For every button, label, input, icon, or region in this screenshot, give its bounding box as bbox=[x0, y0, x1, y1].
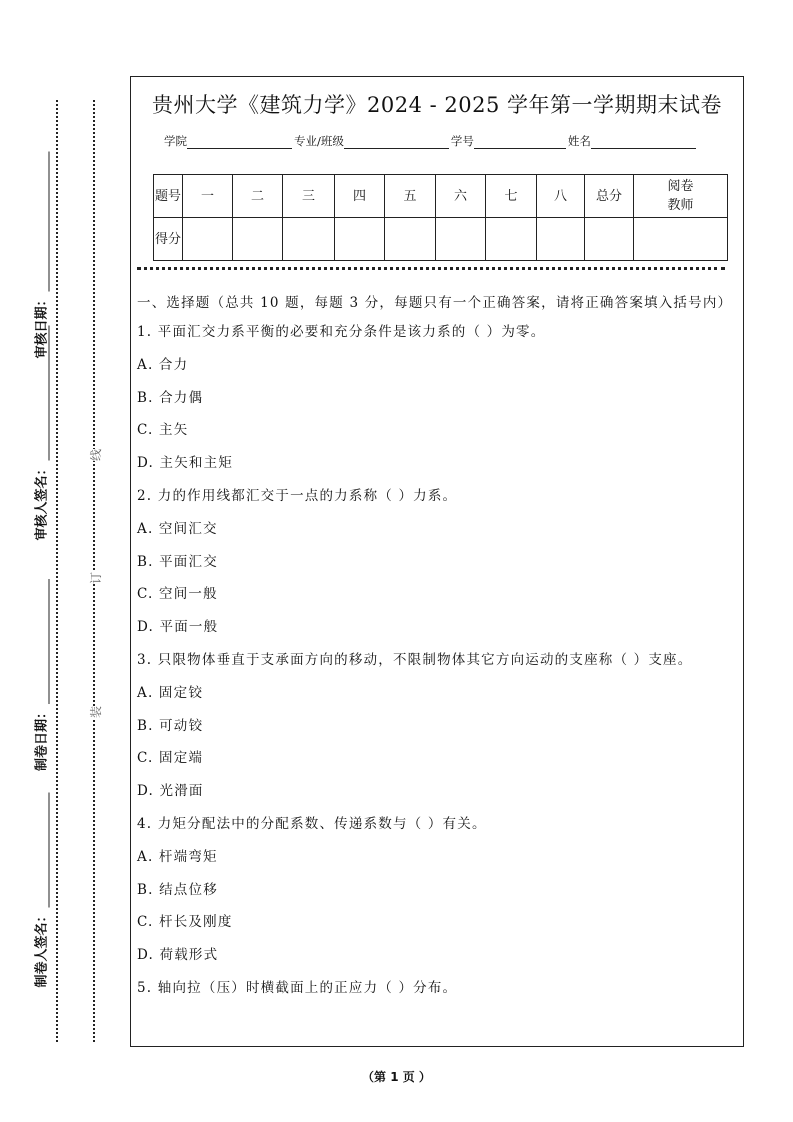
score-cell[interactable] bbox=[233, 218, 283, 261]
answer-option: A. 杆端弯矩 bbox=[137, 848, 218, 865]
question-section bbox=[137, 292, 733, 1011]
cell: 四 bbox=[335, 175, 385, 218]
label: 审核日期： bbox=[34, 293, 50, 359]
exam-frame bbox=[130, 76, 744, 1047]
answer-option: A. 固定铰 bbox=[137, 684, 204, 701]
answer-option: D. 平面一般 bbox=[137, 619, 219, 636]
field-label: 学号 bbox=[450, 134, 474, 148]
binding-mark: 线 bbox=[89, 448, 104, 462]
label: 审核人签名： bbox=[34, 462, 50, 541]
answer-option: A. 空间汇交 bbox=[137, 520, 218, 537]
answer-option: D. 光滑面 bbox=[137, 783, 204, 800]
cell: 得分 bbox=[154, 218, 183, 261]
answer-option: C. 杆长及刚度 bbox=[137, 914, 233, 931]
question-stem: 4. 力矩分配法中的分配系数、传递系数与（ ）有关。 bbox=[137, 815, 487, 832]
student-id-input[interactable] bbox=[474, 136, 566, 149]
answer-option: B. 结点位移 bbox=[137, 881, 218, 898]
student-info bbox=[164, 133, 698, 149]
binding-mark: 装 bbox=[89, 705, 104, 719]
binding-dotted-line bbox=[56, 100, 58, 1042]
score-cell[interactable] bbox=[537, 218, 585, 261]
cell: 八 bbox=[537, 175, 585, 218]
score-cell[interactable] bbox=[486, 218, 537, 261]
answer-option: C. 空间一般 bbox=[137, 586, 218, 603]
cell: 七 bbox=[486, 175, 537, 218]
section-heading: 一、选择题（总共 10 题，每题 3 分，每题只有一个正确答案，请将正确答案填入括号内） bbox=[137, 295, 733, 311]
cell: 题号 bbox=[154, 175, 183, 218]
page-number: （第 1 页 ） bbox=[362, 1070, 431, 1084]
field-label: 学院 bbox=[164, 134, 187, 148]
major-input[interactable] bbox=[344, 136, 449, 149]
cell: 一 bbox=[183, 175, 233, 218]
question-stem: 3. 只限物体垂直于支承面方向的移动，不限制物体其它方向运动的支座称（ ）支座。 bbox=[137, 651, 693, 668]
label: 制卷日期： bbox=[34, 705, 50, 772]
score-cell[interactable] bbox=[634, 218, 728, 261]
cell: 六 bbox=[436, 175, 486, 218]
score-cell[interactable] bbox=[585, 218, 634, 261]
answer-option: B. 平面汇交 bbox=[137, 553, 218, 570]
compile-date-field bbox=[31, 579, 50, 771]
answer-option: A. 合力 bbox=[137, 356, 189, 373]
divider bbox=[137, 267, 725, 270]
answer-option: B. 可动铰 bbox=[137, 717, 204, 734]
cell: 二 bbox=[233, 175, 283, 218]
reviewer-signature-field bbox=[31, 325, 50, 540]
label: 制卷人签名： bbox=[34, 909, 50, 988]
score-cell[interactable] bbox=[385, 218, 436, 261]
page-title: 贵州大学《建筑力学》2024 - 2025 学年第一学期期末试卷 bbox=[151, 93, 722, 117]
compiler-signature-field bbox=[31, 792, 50, 987]
question-stem: 1. 平面汇交力系平衡的必要和充分条件是该力系的（ ）为零。 bbox=[137, 324, 546, 340]
name-input[interactable] bbox=[591, 136, 696, 149]
binding-mark: 订 bbox=[89, 571, 104, 585]
question-stem: 2. 力的作用线都汇交于一点的力系称（ ）力系。 bbox=[137, 487, 458, 504]
score-cell[interactable] bbox=[335, 218, 385, 261]
field-label: 专业/班级 bbox=[294, 134, 344, 148]
cell: 总分 bbox=[585, 175, 634, 218]
cell: 三 bbox=[283, 175, 335, 218]
cell: 五 bbox=[385, 175, 436, 218]
score-cell[interactable] bbox=[436, 218, 486, 261]
question-stem: 5. 轴向拉（压）时横截面上的正应力（ ）分布。 bbox=[137, 979, 458, 996]
college-input[interactable] bbox=[187, 136, 292, 149]
score-cell[interactable] bbox=[183, 218, 233, 261]
cell: 阅卷教师 bbox=[634, 175, 728, 218]
answer-option: B. 合力偶 bbox=[137, 389, 204, 406]
score-table bbox=[153, 174, 728, 261]
answer-option: D. 主矢和主矩 bbox=[137, 455, 234, 472]
field-label: 姓名 bbox=[567, 134, 591, 148]
answer-option: D. 荷载形式 bbox=[137, 947, 219, 964]
answer-option: C. 主矢 bbox=[137, 422, 189, 439]
answer-option: C. 固定端 bbox=[137, 750, 204, 767]
score-cell[interactable] bbox=[283, 218, 335, 261]
